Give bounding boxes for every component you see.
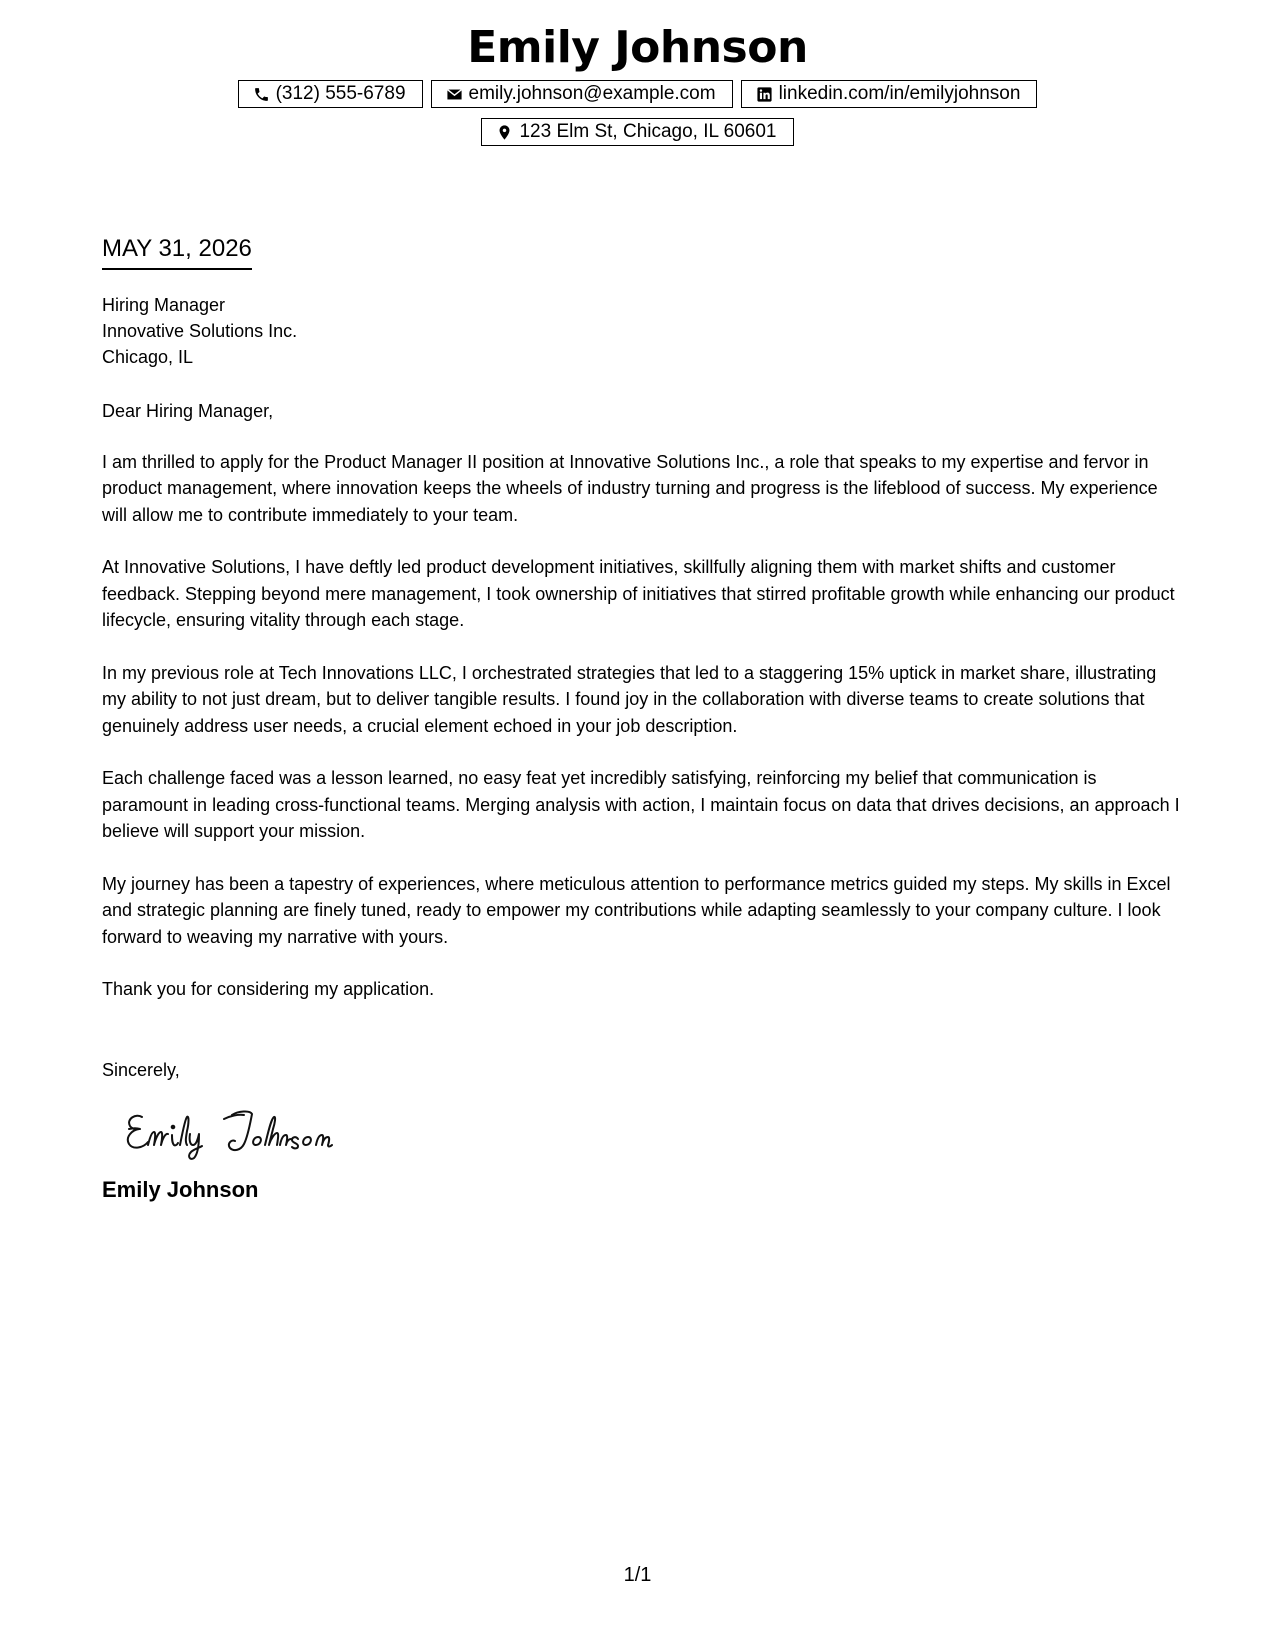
recipient-block (102, 292, 1182, 370)
contact-row-address (0, 118, 1275, 146)
body-paragraph: I am thrilled to apply for the Product Manager II position at Innovative Solutions Inc., a role that speaks to my expertise and fervor in product management, where innovation keeps the wheels of industry turning and progress is the lifeblood of success. My experience will allow me to contribute immediately to your team. (102, 451, 1158, 525)
letter-date: MAY 31, 2026 (102, 232, 252, 270)
body-paragraph: Each challenge faced was a lesson learned, no easy feat yet incredibly satisfying, reinforcing my belief that communication is paramount in leading cross-functional teams. Merging analysis with action, I maintain focus on data that drives decisions, an approach I believe will support your mission. (102, 768, 1180, 841)
phone-chip (238, 80, 423, 108)
letter-content (102, 232, 1182, 1204)
closing-thanks: Thank you for considering my application. (102, 979, 435, 999)
body-paragraph: My journey has been a tapestry of experiences, where meticulous attention to performance metrics guided my steps. My skills in Excel and strategic planning are finely tuned, ready to empower my contributions while adapting seamlessly to your company culture. I look forward to weaving my narrative with yours. (102, 873, 1171, 947)
email-chip (431, 80, 733, 108)
linkedin-icon (756, 86, 773, 103)
address-text: 123 Elm St, Chicago, IL 60601 (519, 121, 777, 142)
recipient-title: Hiring Manager (102, 295, 226, 315)
signed-name: Emily Johnson (102, 1177, 259, 1202)
linkedin-text: linkedin.com/in/emilyjohnson (778, 83, 1021, 104)
linkedin-chip (741, 80, 1038, 108)
email-text: emily.johnson@example.com (468, 83, 716, 104)
phone-icon (253, 86, 270, 103)
recipient-location: Chicago, IL (102, 347, 194, 367)
letter-body (102, 449, 1182, 951)
map-pin-icon (496, 124, 513, 141)
body-paragraph: In my previous role at Tech Innovations LLC, I orchestrated strategies that led to a staggering 15% uptick in market share, illustrating my ability to not just dream, but to deliver tangible results. I found joy in the collaboration with diverse teams to create solutions that genuinely address user needs, a crucial element echoed in your job description. (102, 662, 1157, 736)
body-paragraph: At Innovative Solutions, I have deftly led product development initiatives, skillfully aligning them with market shifts and customer feedback. Stepping beyond mere management, I took ownership of initiatives that stirred profitable growth while enhancing our product lifecycle, ensuring vitality through each stage. (102, 557, 1175, 630)
phone-text: (312) 555-6789 (275, 83, 406, 104)
salutation: Dear Hiring Manager, (102, 401, 274, 421)
page-number: 1/1 (623, 1564, 652, 1586)
recipient-company: Innovative Solutions Inc. (102, 321, 298, 341)
handwritten-signature (120, 1103, 350, 1163)
envelope-icon (446, 86, 463, 103)
contact-row (0, 80, 1275, 108)
address-chip (481, 118, 793, 146)
signoff: Sincerely, (102, 1059, 180, 1080)
sender-name: Emily Johnson (467, 22, 808, 73)
